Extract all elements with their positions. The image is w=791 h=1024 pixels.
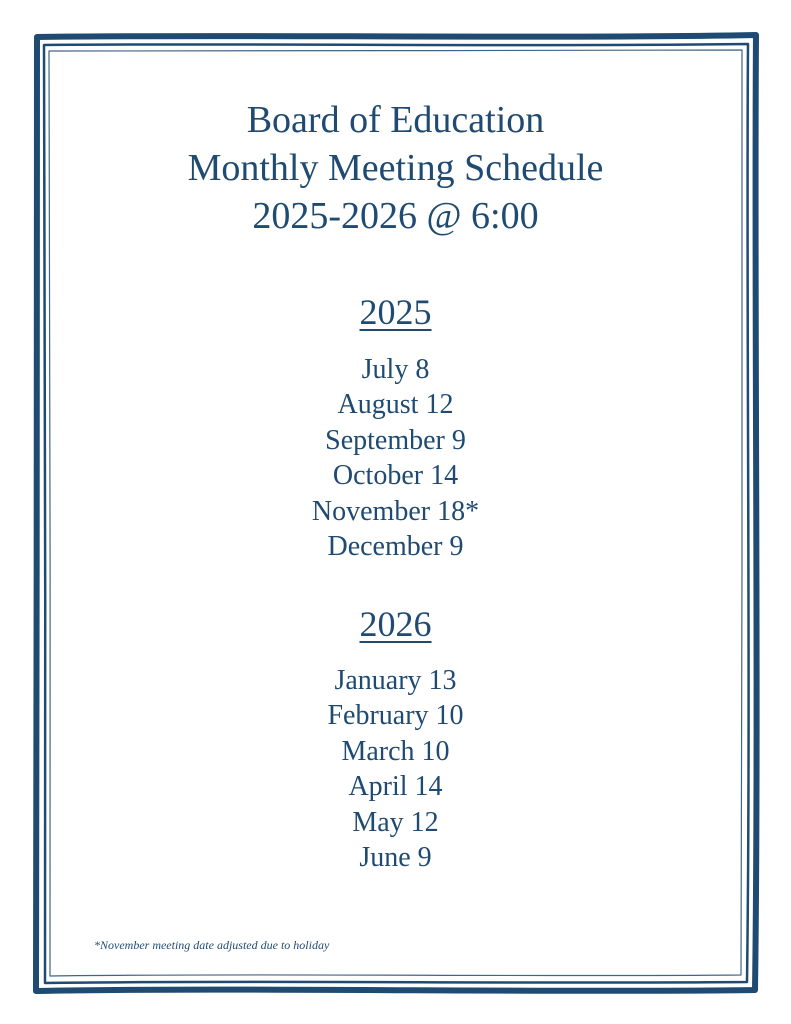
meeting-date: July 8 — [361, 354, 430, 385]
title-year-time: 2025-2026 @ 6:00 — [252, 195, 539, 237]
title-schedule: Monthly Meeting Schedule — [187, 147, 604, 189]
meeting-date: September 9 — [325, 424, 466, 456]
title-board: Board of Education — [246, 99, 545, 141]
footnote: *November meeting date adjusted due to holiday — [94, 938, 330, 952]
meeting-date: June 9 — [359, 842, 432, 874]
page-title — [0, 96, 791, 240]
meeting-date: February 10 — [327, 700, 464, 732]
meeting-date: January 13 — [334, 665, 457, 696]
meeting-date: October 14 — [332, 460, 459, 492]
meeting-date: November 18* — [311, 495, 480, 527]
meeting-date: December 9 — [327, 531, 464, 563]
meeting-date: April 14 — [348, 771, 443, 803]
meeting-date: August 12 — [337, 389, 454, 421]
meeting-date: May 12 — [352, 806, 439, 838]
year-heading-2026: 2026 — [359, 604, 432, 644]
date-list-2026 — [0, 663, 791, 875]
meeting-date: March 10 — [341, 735, 450, 767]
date-list-2025 — [0, 352, 791, 564]
year-heading-2025: 2025 — [359, 292, 432, 332]
